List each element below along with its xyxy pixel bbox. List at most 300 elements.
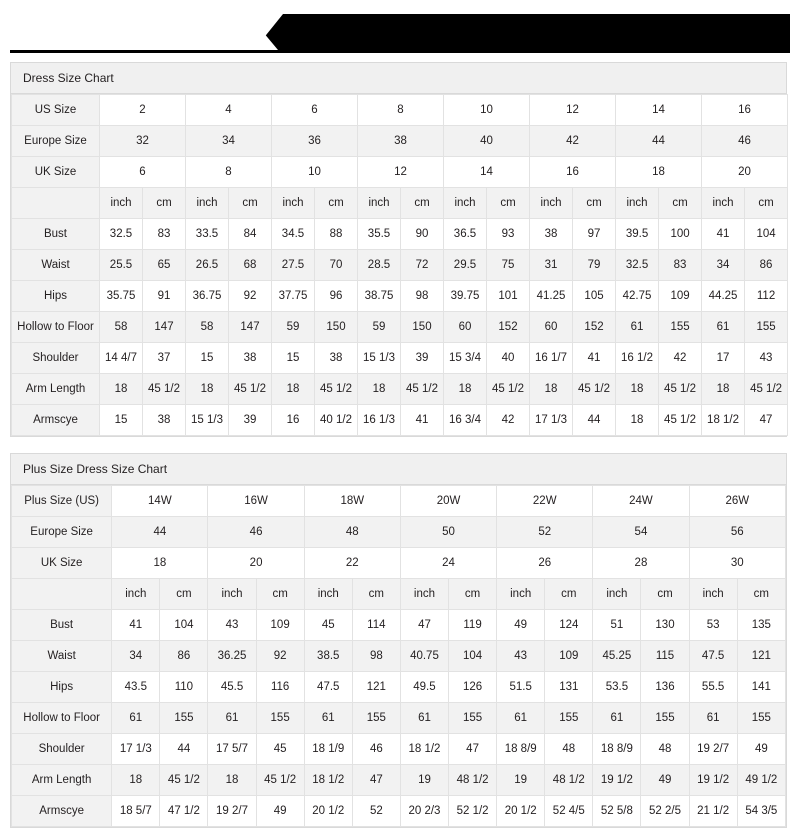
plus-size-chart-caption: Plus Size Dress Size Chart	[11, 454, 786, 485]
cell: 41	[401, 405, 444, 436]
cell: 18	[112, 548, 208, 579]
cell: 52 1/2	[449, 796, 497, 827]
page-title: SIZE CHART:	[46, 19, 201, 46]
unit-cell: inch	[616, 188, 659, 219]
unit-cell: inch	[208, 579, 256, 610]
cell: 104	[449, 641, 497, 672]
cell: 40	[487, 343, 530, 374]
cell: 155	[160, 703, 208, 734]
cell: 45 1/2	[573, 374, 616, 405]
cell: 40	[444, 126, 530, 157]
cell: 35.5	[358, 219, 401, 250]
cell: 44	[112, 517, 208, 548]
cell: 45 1/2	[315, 374, 358, 405]
cell: 109	[659, 281, 702, 312]
cell: 17	[702, 343, 745, 374]
cell: 45 1/2	[401, 374, 444, 405]
cell: 28	[593, 548, 689, 579]
cell: 38	[530, 219, 573, 250]
cell: 92	[229, 281, 272, 312]
cell: 10	[272, 157, 358, 188]
cell: 93	[487, 219, 530, 250]
cell: 98	[352, 641, 400, 672]
row-label: Hips	[12, 672, 112, 703]
plus-size-chart-table	[11, 485, 786, 827]
unit-cell: inch	[702, 188, 745, 219]
cell: 49.5	[400, 672, 448, 703]
cell: 68	[229, 250, 272, 281]
cell: 61	[702, 312, 745, 343]
cell: 65	[143, 250, 186, 281]
cell: 45	[304, 610, 352, 641]
cell: 12	[358, 157, 444, 188]
cell: 32.5	[616, 250, 659, 281]
cell: 24W	[593, 486, 689, 517]
unit-cell: cm	[143, 188, 186, 219]
table-row	[12, 250, 788, 281]
cell: 45	[256, 734, 304, 765]
cell: 155	[256, 703, 304, 734]
unit-cell: cm	[352, 579, 400, 610]
cell: 44	[573, 405, 616, 436]
cell: 43	[497, 641, 545, 672]
cell: 20W	[400, 486, 496, 517]
cell: 18	[444, 374, 487, 405]
cell: 83	[143, 219, 186, 250]
cell: 75	[487, 250, 530, 281]
cell: 18	[616, 405, 659, 436]
cell: 16	[272, 405, 315, 436]
unit-row-blank-label	[12, 579, 112, 610]
unit-cell: inch	[497, 579, 545, 610]
row-label: Shoulder	[12, 343, 100, 374]
cell: 50	[400, 517, 496, 548]
row-label: Plus Size (US)	[12, 486, 112, 517]
cell: 15 3/4	[444, 343, 487, 374]
cell: 43	[745, 343, 788, 374]
cell: 48 1/2	[449, 765, 497, 796]
cell: 18 8/9	[497, 734, 545, 765]
cell: 20	[702, 157, 788, 188]
cell: 15 1/3	[358, 343, 401, 374]
cell: 109	[545, 641, 593, 672]
cell: 2	[100, 95, 186, 126]
table-row	[12, 610, 786, 641]
cell: 61	[112, 703, 160, 734]
cell: 47	[400, 610, 448, 641]
cell: 47	[449, 734, 497, 765]
cell: 88	[315, 219, 358, 250]
cell: 49 1/2	[737, 765, 785, 796]
cell: 22W	[497, 486, 593, 517]
cell: 28.5	[358, 250, 401, 281]
cell: 19 1/2	[689, 765, 737, 796]
cell: 52 5/8	[593, 796, 641, 827]
cell: 121	[352, 672, 400, 703]
cell: 86	[745, 250, 788, 281]
cell: 18	[208, 765, 256, 796]
cell: 39	[229, 405, 272, 436]
cell: 45.5	[208, 672, 256, 703]
cell: 147	[143, 312, 186, 343]
unit-cell: inch	[444, 188, 487, 219]
cell: 51.5	[497, 672, 545, 703]
table-row	[12, 374, 788, 405]
cell: 61	[400, 703, 448, 734]
cell: 18	[616, 374, 659, 405]
row-label: Hollow to Floor	[12, 703, 112, 734]
cell: 84	[229, 219, 272, 250]
cell: 135	[737, 610, 785, 641]
dress-size-chart-caption: Dress Size Chart	[11, 63, 786, 94]
cell: 16 1/3	[358, 405, 401, 436]
cell: 21 1/2	[689, 796, 737, 827]
cell: 61	[689, 703, 737, 734]
cell: 131	[545, 672, 593, 703]
cell: 17 1/3	[530, 405, 573, 436]
cell: 25.5	[100, 250, 143, 281]
cell: 38	[229, 343, 272, 374]
cell: 36.5	[444, 219, 487, 250]
cell: 110	[160, 672, 208, 703]
cell: 38	[143, 405, 186, 436]
cell: 104	[745, 219, 788, 250]
cell: 16 3/4	[444, 405, 487, 436]
row-label: Hips	[12, 281, 100, 312]
cell: 37	[143, 343, 186, 374]
cell: 155	[449, 703, 497, 734]
cell: 112	[745, 281, 788, 312]
cell: 12	[530, 95, 616, 126]
cell: 86	[160, 641, 208, 672]
cell: 33.5	[186, 219, 229, 250]
cell: 18	[358, 374, 401, 405]
cell: 46	[208, 517, 304, 548]
cell: 30	[689, 548, 785, 579]
cell: 54	[593, 517, 689, 548]
cell: 45 1/2	[745, 374, 788, 405]
cell: 41	[112, 610, 160, 641]
table-row	[12, 517, 786, 548]
cell: 34	[186, 126, 272, 157]
unit-cell: cm	[256, 579, 304, 610]
row-label: Armscye	[12, 405, 100, 436]
unit-cell: cm	[487, 188, 530, 219]
cell: 136	[641, 672, 689, 703]
cell: 36	[272, 126, 358, 157]
cell: 59	[272, 312, 315, 343]
unit-cell: cm	[659, 188, 702, 219]
table-row	[12, 548, 786, 579]
cell: 18	[616, 157, 702, 188]
cell: 36.75	[186, 281, 229, 312]
cell: 48	[304, 517, 400, 548]
cell: 60	[530, 312, 573, 343]
cell: 8	[186, 157, 272, 188]
cell: 6	[100, 157, 186, 188]
cell: 8	[358, 95, 444, 126]
cell: 41	[573, 343, 616, 374]
cell: 49	[497, 610, 545, 641]
cell: 19 1/2	[593, 765, 641, 796]
cell: 24	[400, 548, 496, 579]
row-label: Shoulder	[12, 734, 112, 765]
cell: 41.25	[530, 281, 573, 312]
cell: 100	[659, 219, 702, 250]
row-label: Hollow to Floor	[12, 312, 100, 343]
cell: 45 1/2	[143, 374, 186, 405]
cell: 49	[737, 734, 785, 765]
cell: 26.5	[186, 250, 229, 281]
cell: 52 4/5	[545, 796, 593, 827]
cell: 92	[256, 641, 304, 672]
cell: 18	[100, 374, 143, 405]
cell: 32.5	[100, 219, 143, 250]
unit-cell: cm	[449, 579, 497, 610]
table-row	[12, 734, 786, 765]
table-row	[12, 312, 788, 343]
cell: 47	[745, 405, 788, 436]
cell: 26W	[689, 486, 785, 517]
cell: 20 1/2	[304, 796, 352, 827]
cell: 42.75	[616, 281, 659, 312]
cell: 15	[186, 343, 229, 374]
cell: 55.5	[689, 672, 737, 703]
cell: 38.75	[358, 281, 401, 312]
row-label: Armscye	[12, 796, 112, 827]
cell: 47 1/2	[160, 796, 208, 827]
cell: 22	[304, 548, 400, 579]
cell: 29.5	[444, 250, 487, 281]
cell: 17 1/3	[112, 734, 160, 765]
unit-cell: inch	[358, 188, 401, 219]
cell: 53	[689, 610, 737, 641]
table-row	[12, 219, 788, 250]
cell: 109	[256, 610, 304, 641]
cell: 34	[702, 250, 745, 281]
row-label: Waist	[12, 641, 112, 672]
unit-cell: cm	[573, 188, 616, 219]
cell: 18 8/9	[593, 734, 641, 765]
row-label: Waist	[12, 250, 100, 281]
cell: 72	[401, 250, 444, 281]
cell: 18	[186, 374, 229, 405]
unit-cell: inch	[530, 188, 573, 219]
cell: 6	[272, 95, 358, 126]
cell: 152	[573, 312, 616, 343]
cell: 18W	[304, 486, 400, 517]
cell: 155	[352, 703, 400, 734]
dress-size-chart-table	[11, 94, 788, 436]
unit-cell: cm	[745, 188, 788, 219]
cell: 43	[208, 610, 256, 641]
cell: 147	[229, 312, 272, 343]
cell: 26	[497, 548, 593, 579]
unit-cell: cm	[401, 188, 444, 219]
cell: 18 1/9	[304, 734, 352, 765]
row-label: Arm Length	[12, 374, 100, 405]
cell: 121	[737, 641, 785, 672]
cell: 18	[530, 374, 573, 405]
cell: 14 4/7	[100, 343, 143, 374]
cell: 40 1/2	[315, 405, 358, 436]
cell: 45 1/2	[487, 374, 530, 405]
cell: 58	[100, 312, 143, 343]
cell: 96	[315, 281, 358, 312]
cell: 14	[444, 157, 530, 188]
unit-cell: inch	[593, 579, 641, 610]
cell: 19 2/7	[208, 796, 256, 827]
cell: 44	[616, 126, 702, 157]
cell: 16 1/7	[530, 343, 573, 374]
unit-cell: inch	[304, 579, 352, 610]
cell: 39.75	[444, 281, 487, 312]
cell: 20 2/3	[400, 796, 448, 827]
cell: 16W	[208, 486, 304, 517]
cell: 91	[143, 281, 186, 312]
cell: 44	[160, 734, 208, 765]
cell: 14	[616, 95, 702, 126]
cell: 16 1/2	[616, 343, 659, 374]
unit-row	[12, 579, 786, 610]
cell: 45.25	[593, 641, 641, 672]
cell: 60	[444, 312, 487, 343]
cell: 119	[449, 610, 497, 641]
cell: 38.5	[304, 641, 352, 672]
cell: 47.5	[304, 672, 352, 703]
row-label: Arm Length	[12, 765, 112, 796]
banner-underline	[10, 50, 790, 53]
cell: 45 1/2	[659, 405, 702, 436]
cell: 40.75	[400, 641, 448, 672]
cell: 35.75	[100, 281, 143, 312]
cell: 42	[487, 405, 530, 436]
cell: 46	[702, 126, 788, 157]
cell: 79	[573, 250, 616, 281]
cell: 19 2/7	[689, 734, 737, 765]
cell: 116	[256, 672, 304, 703]
cell: 97	[573, 219, 616, 250]
cell: 51	[593, 610, 641, 641]
cell: 61	[593, 703, 641, 734]
table-row	[12, 343, 788, 374]
unit-cell: cm	[315, 188, 358, 219]
cell: 18 1/2	[702, 405, 745, 436]
cell: 17 5/7	[208, 734, 256, 765]
cell: 10	[444, 95, 530, 126]
cell: 61	[497, 703, 545, 734]
row-label: UK Size	[12, 157, 100, 188]
cell: 52 2/5	[641, 796, 689, 827]
cell: 16	[530, 157, 616, 188]
cell: 150	[315, 312, 358, 343]
cell: 53.5	[593, 672, 641, 703]
row-label: Europe Size	[12, 126, 100, 157]
cell: 38	[358, 126, 444, 157]
cell: 18	[702, 374, 745, 405]
cell: 58	[186, 312, 229, 343]
cell: 47.5	[689, 641, 737, 672]
cell: 59	[358, 312, 401, 343]
cell: 20	[208, 548, 304, 579]
cell: 90	[401, 219, 444, 250]
plus-size-chart-block	[10, 453, 787, 828]
unit-row	[12, 188, 788, 219]
cell: 20 1/2	[497, 796, 545, 827]
unit-cell: cm	[545, 579, 593, 610]
page-header-banner	[10, 14, 787, 50]
table-row	[12, 126, 788, 157]
table-row	[12, 281, 788, 312]
cell: 15	[100, 405, 143, 436]
cell: 114	[352, 610, 400, 641]
cell: 41	[702, 219, 745, 250]
cell: 31	[530, 250, 573, 281]
cell: 115	[641, 641, 689, 672]
cell: 45 1/2	[659, 374, 702, 405]
cell: 155	[737, 703, 785, 734]
unit-cell: cm	[229, 188, 272, 219]
cell: 46	[352, 734, 400, 765]
cell: 27.5	[272, 250, 315, 281]
cell: 18	[112, 765, 160, 796]
unit-cell: cm	[737, 579, 785, 610]
cell: 32	[100, 126, 186, 157]
cell: 155	[641, 703, 689, 734]
unit-cell: inch	[272, 188, 315, 219]
cell: 104	[160, 610, 208, 641]
table-row	[12, 157, 788, 188]
cell: 18 5/7	[112, 796, 160, 827]
cell: 19	[400, 765, 448, 796]
cell: 124	[545, 610, 593, 641]
cell: 4	[186, 95, 272, 126]
cell: 15 1/3	[186, 405, 229, 436]
cell: 155	[745, 312, 788, 343]
table-row	[12, 486, 786, 517]
row-label: US Size	[12, 95, 100, 126]
cell: 43.5	[112, 672, 160, 703]
row-label: Bust	[12, 610, 112, 641]
cell: 34.5	[272, 219, 315, 250]
unit-cell: inch	[400, 579, 448, 610]
unit-cell: inch	[100, 188, 143, 219]
cell: 37.75	[272, 281, 315, 312]
cell: 105	[573, 281, 616, 312]
dress-size-chart-block	[10, 62, 787, 437]
cell: 44.25	[702, 281, 745, 312]
cell: 155	[659, 312, 702, 343]
table-row	[12, 95, 788, 126]
unit-cell: inch	[186, 188, 229, 219]
cell: 38	[315, 343, 358, 374]
cell: 48	[545, 734, 593, 765]
cell: 45 1/2	[229, 374, 272, 405]
cell: 56	[689, 517, 785, 548]
cell: 47	[352, 765, 400, 796]
cell: 49	[641, 765, 689, 796]
cell: 150	[401, 312, 444, 343]
cell: 61	[208, 703, 256, 734]
cell: 18	[272, 374, 315, 405]
table-row	[12, 703, 786, 734]
cell: 45 1/2	[160, 765, 208, 796]
row-label: Europe Size	[12, 517, 112, 548]
cell: 70	[315, 250, 358, 281]
unit-cell: inch	[112, 579, 160, 610]
cell: 52	[352, 796, 400, 827]
cell: 98	[401, 281, 444, 312]
